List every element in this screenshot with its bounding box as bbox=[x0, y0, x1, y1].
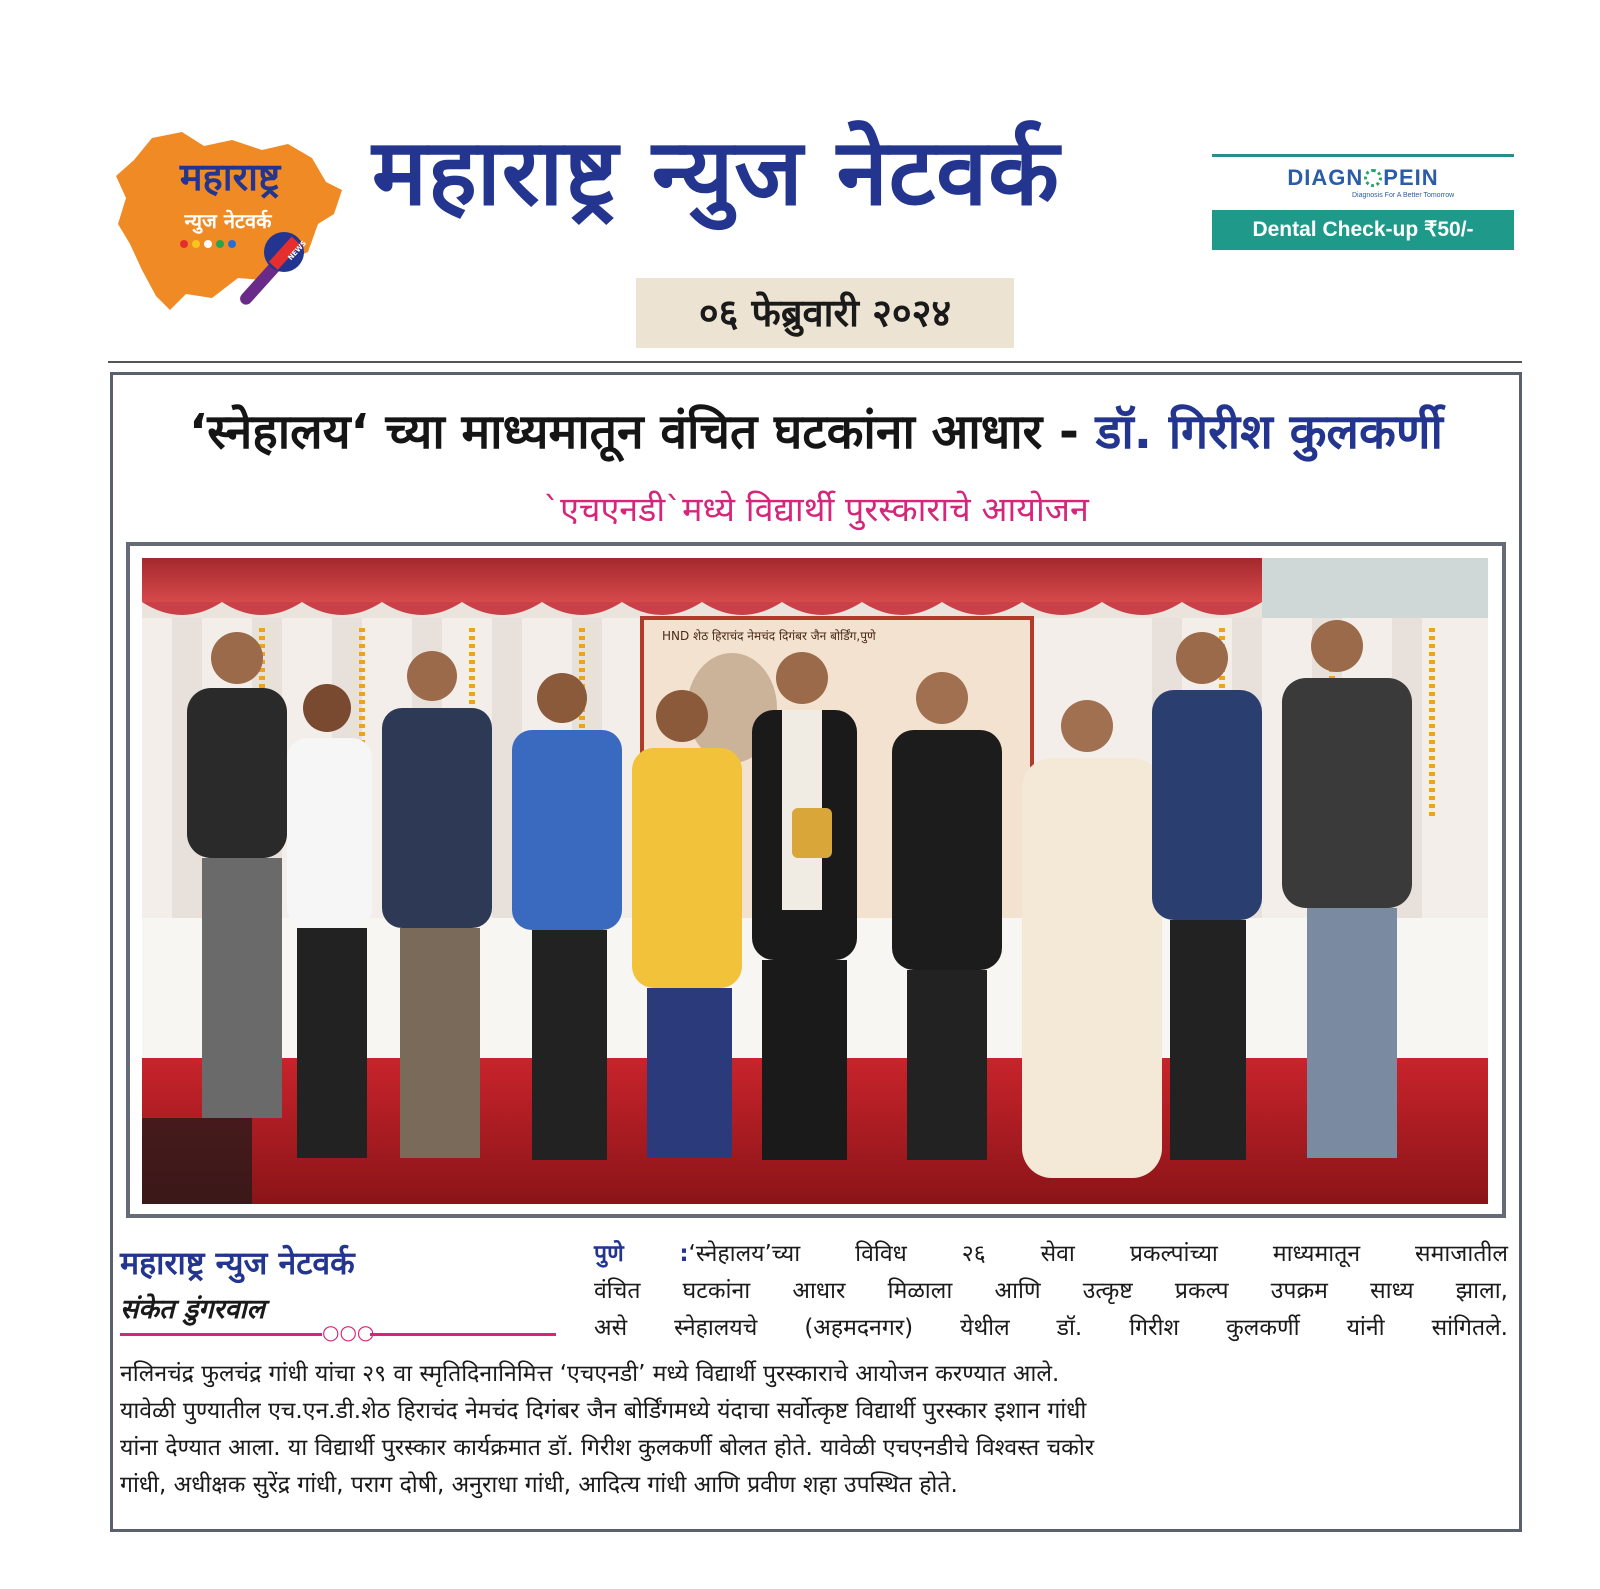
newspaper-logo bbox=[112, 128, 348, 318]
mic-label: NEWS bbox=[286, 239, 309, 263]
ad-tagline: Diagnosis For A Better Tomorrow bbox=[1352, 192, 1455, 199]
article-subheadline: `एचएनडी`मध्ये विद्यार्थी पुरस्काराचे आयोजन bbox=[543, 490, 1089, 530]
article-headline bbox=[110, 392, 1522, 472]
body-line bbox=[594, 1236, 1508, 1273]
masthead-rule bbox=[108, 361, 1522, 363]
byline-publication: महाराष्ट्र न्युज नेटवर्क bbox=[120, 1244, 355, 1282]
award-ceremony-photo bbox=[142, 558, 1488, 1204]
event-photo bbox=[142, 558, 1488, 1204]
logo-line2: न्युज नेटवर्क bbox=[184, 209, 272, 233]
body-line: यावेळी पुण्यातील एच.एन.डी.शेठ हिराचंद नेमचंद दिगंबर जैन बोर्डिंगमध्ये यंदाचा सर्वोत्कृष्ट विद्यार्थी पुरस्कार इशान गांधी bbox=[120, 1398, 1087, 1424]
article-body-top bbox=[594, 1236, 1508, 1356]
ornament-icon: ○○○ bbox=[322, 1320, 375, 1344]
logo-line1: महाराष्ट्र bbox=[179, 155, 281, 199]
body-line: गांधी, अधीक्षक सुरेंद्र गांधी, पराग दोषी, अनुराधा गांधी, आदित्य गांधी आणि प्रवीण शहा उपस्थित होते. bbox=[120, 1472, 958, 1498]
ad-offer: Dental Check-up ₹50/- bbox=[1212, 210, 1514, 250]
maharashtra-map-logo-icon bbox=[112, 128, 348, 318]
ad-brand-part2: PEIN bbox=[1383, 165, 1439, 190]
ad-brand bbox=[1212, 162, 1514, 194]
masthead-title: महाराष्ट्र न्युज नेटवर्क bbox=[372, 119, 1060, 226]
headline-text: ‘स्नेहालय‘ च्या माध्यमातून वंचित घटकांना आधार - bbox=[189, 404, 1096, 460]
body-line: यांना देण्यात आला. या विद्यार्थी पुरस्कार कार्यक्रमात डॉ. गिरीश कुलकर्णी बोलत होते. यावेळी एचएनडीचे विश्वस्त चकोर bbox=[120, 1435, 1095, 1461]
body-line: वंचित घटकांना आधार मिळाला आणि उत्कृष्ट प्रकल्प उपक्रम साध्य झाला, bbox=[594, 1278, 1508, 1304]
body-line: नलिनचंद्र फुलचंद्र गांधी यांचा २९ वा स्मृतिदिनानिमित्त ‘एचएनडी’ मध्ये विद्यार्थी पुरस्काराचे आयोजन करण्यात आले. bbox=[120, 1361, 1060, 1387]
article-body-bottom bbox=[120, 1356, 1508, 1526]
issue-date: ०६ फेब्रुवारी २०२४ bbox=[636, 278, 1014, 348]
banner-text: HND शेठ हिराचंद नेमचंद दिगंबर जैन बोर्डिंग,पुणे bbox=[662, 629, 876, 643]
globe-icon bbox=[1364, 169, 1382, 187]
body-line-text: ‘स्नेहालय’च्या विविध २६ सेवा प्रकल्पांच्या माध्यमातून समाजातील bbox=[688, 1241, 1508, 1267]
headline-person: डॉ. गिरीश कुलकर्णी bbox=[1095, 404, 1443, 460]
ad-brand-part1: DIAGN bbox=[1287, 165, 1364, 190]
dateline-place: पुणे : bbox=[594, 1241, 689, 1267]
byline-author: संकेत डुंगरवाल bbox=[120, 1294, 265, 1325]
trophy-icon bbox=[792, 808, 832, 858]
ad-divider bbox=[1212, 154, 1514, 157]
body-line: असे स्नेहालयचे (अहमदनगर) येथील डॉ. गिरीश कुलकर्णी यांनी सांगितले. bbox=[594, 1315, 1508, 1341]
dental-ad[interactable] bbox=[1212, 154, 1514, 250]
